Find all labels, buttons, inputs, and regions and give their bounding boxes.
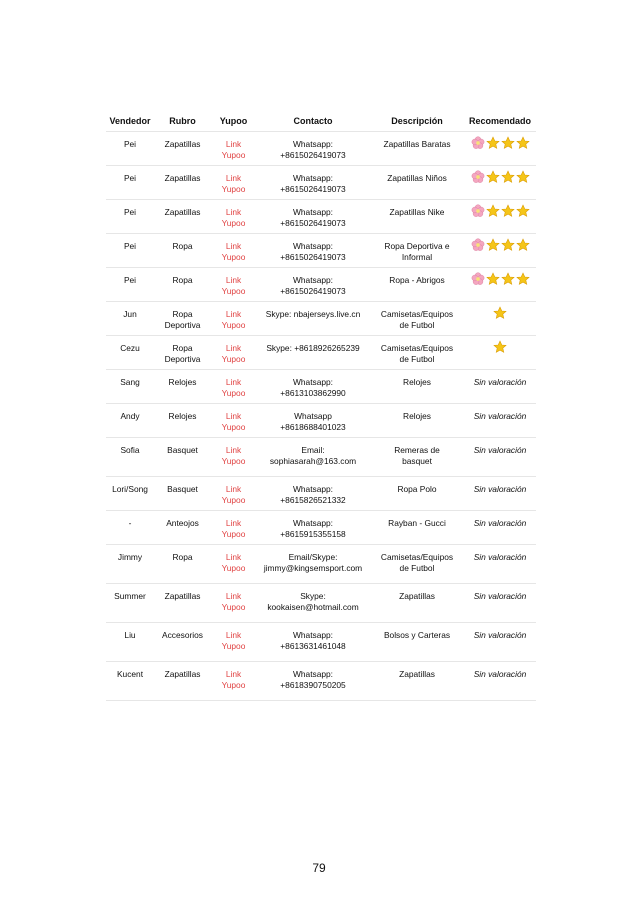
page-number: 79: [312, 861, 326, 875]
cell-recomendado: [464, 302, 536, 336]
table-row: [106, 404, 536, 438]
cell-rubro: Basquet: [154, 438, 211, 477]
cell-contacto: Email/Skype: jimmy@kingsemsport.com: [256, 545, 370, 584]
cell-yupoo[interactable]: Link Yupoo: [211, 132, 256, 166]
rating-text: Sin valoración: [473, 484, 527, 494]
cell-rubro: Ropa: [154, 234, 211, 268]
rating-text: Sin valoración: [473, 411, 527, 421]
header-rubro: Rubro: [154, 111, 211, 132]
rating-icons: [471, 272, 530, 286]
vendor-table: [106, 111, 536, 701]
cell-vendedor: Liu: [106, 623, 154, 662]
table-row: [106, 477, 536, 511]
star-icon: [516, 204, 530, 218]
table-row: [106, 166, 536, 200]
cell-recomendado: [464, 477, 536, 511]
cell-descripcion: Zapatillas Niños: [370, 166, 464, 200]
cell-yupoo[interactable]: Link Yupoo: [211, 662, 256, 701]
cell-yupoo[interactable]: Link Yupoo: [211, 404, 256, 438]
cell-recomendado: [464, 268, 536, 302]
pink-flower-icon: [471, 238, 485, 252]
star-icon: [516, 272, 530, 286]
cell-rubro: Zapatillas: [154, 584, 211, 623]
cell-descripcion: Rayban - Gucci: [370, 511, 464, 545]
rating-icons: [471, 238, 530, 252]
cell-descripcion: Zapatillas Baratas: [370, 132, 464, 166]
cell-recomendado: [464, 662, 536, 701]
table-row: [106, 336, 536, 370]
cell-descripcion: Ropa - Abrigos: [370, 268, 464, 302]
star-icon: [501, 238, 515, 252]
table-row: [106, 370, 536, 404]
cell-rubro: Zapatillas: [154, 166, 211, 200]
cell-contacto: Skype: nbajerseys.live.cn: [256, 302, 370, 336]
rating-text: Sin valoración: [473, 518, 527, 528]
cell-yupoo[interactable]: Link Yupoo: [211, 370, 256, 404]
cell-rubro: Ropa Deportiva: [154, 302, 211, 336]
star-icon: [493, 340, 507, 354]
table-body: [106, 132, 536, 701]
cell-descripcion: Ropa Polo: [370, 477, 464, 511]
star-icon: [486, 272, 500, 286]
cell-contacto: Whatsapp: +8613631461048: [256, 623, 370, 662]
cell-contacto: Whatsapp: +8615026419073: [256, 234, 370, 268]
rating-text: Sin valoración: [473, 669, 527, 679]
rating-icons: [493, 306, 507, 320]
table-row: [106, 511, 536, 545]
cell-vendedor: Sofia: [106, 438, 154, 477]
cell-recomendado: [464, 623, 536, 662]
cell-descripcion: Bolsos y Carteras: [370, 623, 464, 662]
cell-rubro: Zapatillas: [154, 200, 211, 234]
cell-yupoo[interactable]: Link Yupoo: [211, 511, 256, 545]
header-vendedor: Vendedor: [106, 111, 154, 132]
cell-contacto: Whatsapp: +8615026419073: [256, 200, 370, 234]
cell-yupoo[interactable]: Link Yupoo: [211, 584, 256, 623]
cell-vendedor: Lori/Song: [106, 477, 154, 511]
cell-vendedor: Pei: [106, 234, 154, 268]
table-row: [106, 438, 536, 477]
star-icon: [501, 136, 515, 150]
table-row: [106, 545, 536, 584]
cell-vendedor: Andy: [106, 404, 154, 438]
star-icon: [516, 136, 530, 150]
cell-descripcion: Remeras de basquet: [370, 438, 464, 477]
cell-contacto: Email: sophiasarah@163.com: [256, 438, 370, 477]
table-header-row: [106, 111, 536, 132]
cell-recomendado: [464, 234, 536, 268]
cell-contacto: Whatsapp: +8618390750205: [256, 662, 370, 701]
cell-rubro: Anteojos: [154, 511, 211, 545]
cell-contacto: Skype: +8618926265239: [256, 336, 370, 370]
cell-recomendado: [464, 370, 536, 404]
cell-vendedor: Jimmy: [106, 545, 154, 584]
table-row: [106, 623, 536, 662]
cell-recomendado: [464, 132, 536, 166]
cell-rubro: Ropa: [154, 268, 211, 302]
cell-yupoo[interactable]: Link Yupoo: [211, 545, 256, 584]
rating-text: Sin valoración: [473, 377, 527, 387]
cell-recomendado: [464, 545, 536, 584]
header-yupoo: Yupoo: [211, 111, 256, 132]
cell-yupoo[interactable]: Link Yupoo: [211, 234, 256, 268]
star-icon: [516, 170, 530, 184]
cell-rubro: Ropa Deportiva: [154, 336, 211, 370]
cell-recomendado: [464, 404, 536, 438]
cell-recomendado: [464, 511, 536, 545]
star-icon: [486, 136, 500, 150]
rating-text: Sin valoración: [473, 552, 527, 562]
cell-contacto: Whatsapp: +8615026419073: [256, 166, 370, 200]
header-contacto: Contacto: [256, 111, 370, 132]
table-row: [106, 584, 536, 623]
cell-vendedor: Pei: [106, 132, 154, 166]
cell-descripcion: Relojes: [370, 404, 464, 438]
rating-text: Sin valoración: [473, 445, 527, 455]
star-icon: [501, 204, 515, 218]
cell-descripcion: Zapatillas: [370, 584, 464, 623]
cell-rubro: Basquet: [154, 477, 211, 511]
cell-descripcion: Camisetas/Equipos de Futbol: [370, 302, 464, 336]
header-recomendado: Recomendado: [464, 111, 536, 132]
table-row: [106, 268, 536, 302]
cell-recomendado: [464, 438, 536, 477]
rating-icons: [471, 204, 530, 218]
cell-vendedor: Summer: [106, 584, 154, 623]
star-icon: [501, 272, 515, 286]
star-icon: [486, 204, 500, 218]
cell-vendedor: Jun: [106, 302, 154, 336]
star-icon: [486, 170, 500, 184]
table-row: [106, 132, 536, 166]
cell-yupoo[interactable]: Link Yupoo: [211, 623, 256, 662]
header-descripcion: Descripción: [370, 111, 464, 132]
cell-rubro: Relojes: [154, 370, 211, 404]
cell-contacto: Whatsapp: +8615026419073: [256, 132, 370, 166]
cell-vendedor: Pei: [106, 268, 154, 302]
cell-yupoo[interactable]: Link Yupoo: [211, 200, 256, 234]
cell-recomendado: [464, 166, 536, 200]
star-icon: [486, 238, 500, 252]
cell-rubro: Zapatillas: [154, 662, 211, 701]
rating-icons: [471, 170, 530, 184]
cell-vendedor: Pei: [106, 166, 154, 200]
cell-yupoo[interactable]: Link Yupoo: [211, 302, 256, 336]
cell-contacto: Whatsapp: +8613103862990: [256, 370, 370, 404]
rating-icons: [493, 340, 507, 354]
cell-descripcion: Zapatillas: [370, 662, 464, 701]
cell-recomendado: [464, 584, 536, 623]
cell-rubro: Ropa: [154, 545, 211, 584]
cell-vendedor: Sang: [106, 370, 154, 404]
cell-rubro: Zapatillas: [154, 132, 211, 166]
cell-contacto: Whatsapp: +8615915355158: [256, 511, 370, 545]
cell-yupoo[interactable]: Link Yupoo: [211, 268, 256, 302]
cell-descripcion: Relojes: [370, 370, 464, 404]
cell-vendedor: -: [106, 511, 154, 545]
table-row: [106, 662, 536, 701]
cell-vendedor: Pei: [106, 200, 154, 234]
pink-flower-icon: [471, 136, 485, 150]
rating-text: Sin valoración: [473, 630, 527, 640]
pink-flower-icon: [471, 170, 485, 184]
cell-rubro: Relojes: [154, 404, 211, 438]
cell-contacto: Whatsapp: +8615026419073: [256, 268, 370, 302]
cell-yupoo[interactable]: Link Yupoo: [211, 166, 256, 200]
cell-yupoo[interactable]: Link Yupoo: [211, 438, 256, 477]
cell-contacto: Whatsapp +8618688401023: [256, 404, 370, 438]
table-row: [106, 200, 536, 234]
pink-flower-icon: [471, 204, 485, 218]
cell-vendedor: Kucent: [106, 662, 154, 701]
table-row: [106, 302, 536, 336]
star-icon: [493, 306, 507, 320]
cell-yupoo[interactable]: Link Yupoo: [211, 336, 256, 370]
cell-recomendado: [464, 200, 536, 234]
star-icon: [516, 238, 530, 252]
cell-descripcion: Ropa Deportiva e Informal: [370, 234, 464, 268]
cell-descripcion: Camisetas/Equipos de Futbol: [370, 545, 464, 584]
cell-vendedor: Cezu: [106, 336, 154, 370]
rating-icons: [471, 136, 530, 150]
cell-descripcion: Zapatillas Nike: [370, 200, 464, 234]
cell-contacto: Whatsapp: +8615826521332: [256, 477, 370, 511]
cell-recomendado: [464, 336, 536, 370]
cell-rubro: Accesorios: [154, 623, 211, 662]
cell-descripcion: Camisetas/Equipos de Futbol: [370, 336, 464, 370]
star-icon: [501, 170, 515, 184]
cell-contacto: Skype: kookaisen@hotmail.com: [256, 584, 370, 623]
cell-yupoo[interactable]: Link Yupoo: [211, 477, 256, 511]
table-row: [106, 234, 536, 268]
pink-flower-icon: [471, 272, 485, 286]
rating-text: Sin valoración: [473, 591, 527, 601]
